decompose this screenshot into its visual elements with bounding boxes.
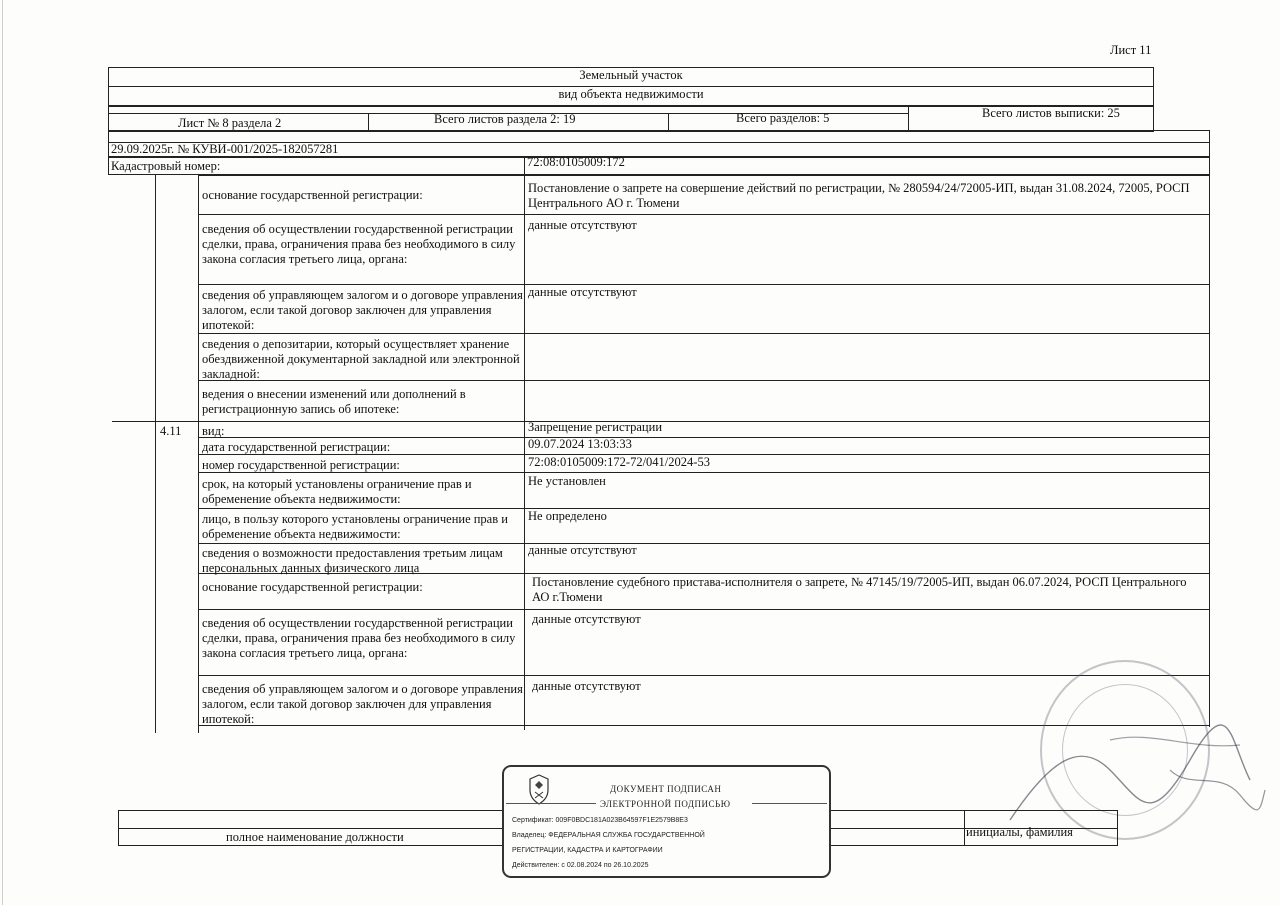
row-personal-data-label: сведения о возможности предоставления третьим лицам персональных данных физического лица bbox=[202, 546, 503, 575]
object-type-label: вид объекта недвижимости bbox=[558, 87, 704, 101]
row-consent2-value: данные отсутствуют bbox=[532, 612, 641, 626]
stamp-owner-line2: РЕГИСТРАЦИИ, КАДАСТРА И КАРТОГРАФИИ bbox=[512, 847, 663, 854]
stamp-owner-line1: Владелец: ФЕДЕРАЛЬНАЯ СЛУЖБА ГОСУДАРСТВЕННОЙ bbox=[512, 832, 705, 839]
cadastral-value: 72:08:0105009:172 bbox=[527, 155, 625, 169]
stamp-line2: ЭЛЕКТРОННОЙ ПОДПИСЬЮ bbox=[600, 799, 731, 809]
row-consent-label: сведения об осуществлении государственной регистрации сделки, права, ограничения права без необходимого в силу закона согласия третьего лица, органа: bbox=[202, 222, 516, 266]
row-kind-value: Запрещение регистрации bbox=[528, 420, 663, 434]
row-depository-label: сведения о депозитарии, который осуществляет хранение обездвиженной документарной закладной или электронной закладной: bbox=[202, 337, 520, 381]
object-type-value: Земельный участок bbox=[579, 68, 683, 82]
row-beneficiary-label: лицо, в пользу которого установлены ограничение прав и обременение объекта недвижимости: bbox=[202, 512, 508, 541]
emblem-icon bbox=[526, 772, 552, 806]
row-basis-value: Постановление о запрете на совершение действий по регистрации, № 280594/24/72005-ИП, выдан 31.08.2024, 72005, РОСП Центрального АО г. Тюмени bbox=[528, 181, 1190, 210]
cadastral-row bbox=[108, 156, 1210, 175]
stamp-line1: ДОКУМЕНТ ПОДПИСАН bbox=[610, 784, 722, 794]
row-kind-label: вид: bbox=[202, 424, 225, 438]
initials-label: инициалы, фамилия bbox=[966, 825, 1073, 839]
sheet-of-section: Лист № 8 раздела 2 bbox=[178, 116, 282, 130]
row-reg-number-value: 72:08:0105009:172-72/041/2024-53 bbox=[528, 455, 710, 469]
row-consent-value: данные отсутствуют bbox=[528, 218, 637, 232]
row-consent2-label: сведения об осуществлении государственной регистрации сделки, права, ограничения права без необходимого в силу закона согласия третьего лица, органа: bbox=[202, 616, 516, 660]
row-term-label: срок, на который установлены ограничение прав и обременение объекта недвижимости: bbox=[202, 477, 472, 506]
stamp-validity: Действителен: с 02.08.2024 по 26.10.2025 bbox=[512, 862, 649, 869]
total-sections: Всего разделов: 5 bbox=[736, 111, 830, 125]
position-label: полное наименование должности bbox=[226, 830, 404, 844]
row-pledge-manager2-label: сведения об управляющем залогом и о договоре управления залогом, если такой договор заключен для управления ипотекой: bbox=[202, 682, 523, 726]
sheet-number: Лист 11 bbox=[1110, 43, 1152, 57]
extract-date-number: 29.09.2025г. № КУВИ-001/2025-182057281 bbox=[111, 142, 339, 156]
row-mortgage-changes-label: ведения о внесении изменений или дополнений в регистрационную запись об ипотеке: bbox=[202, 387, 466, 416]
row-personal-data-value: данные отсутствуют bbox=[528, 543, 637, 557]
cadastral-label: Кадастровый номер: bbox=[111, 159, 221, 173]
row-basis-label: основание государственной регистрации: bbox=[202, 188, 423, 202]
stamp-certificate: Сертификат: 009F0BDC181A023B64597F1E2579B8E3 bbox=[512, 817, 688, 824]
row-pledge-manager-value: данные отсутствуют bbox=[528, 285, 637, 299]
total-sheets-section: Всего листов раздела 2: 19 bbox=[434, 112, 576, 126]
section-number: 4.11 bbox=[160, 424, 182, 438]
row-reg-date-label: дата государственной регистрации: bbox=[202, 440, 391, 454]
total-sheets-extract: Всего листов выписки: 25 bbox=[982, 106, 1120, 120]
row-reg-date-value: 09.07.2024 13:03:33 bbox=[528, 437, 632, 451]
page-edge bbox=[2, 0, 3, 905]
row-basis2-value: Постановление судебного пристава-исполнителя о запрете, № 47145/19/72005-ИП, выдан 06.07.2024, РОСП Центрального АО г.Тюмени bbox=[532, 575, 1187, 604]
row-basis2-label: основание государственной регистрации: bbox=[202, 580, 423, 594]
row-pledge-manager-label: сведения об управляющем залогом и о договоре управления залогом, если такой договор заключен для управления ипотекой: bbox=[202, 288, 523, 332]
row-reg-number-label: номер государственной регистрации: bbox=[202, 458, 400, 472]
row-term-value: Не установлен bbox=[528, 474, 606, 488]
row-beneficiary-value: Не определено bbox=[528, 509, 607, 523]
row-pledge-manager2-value: данные отсутствуют bbox=[532, 679, 641, 693]
